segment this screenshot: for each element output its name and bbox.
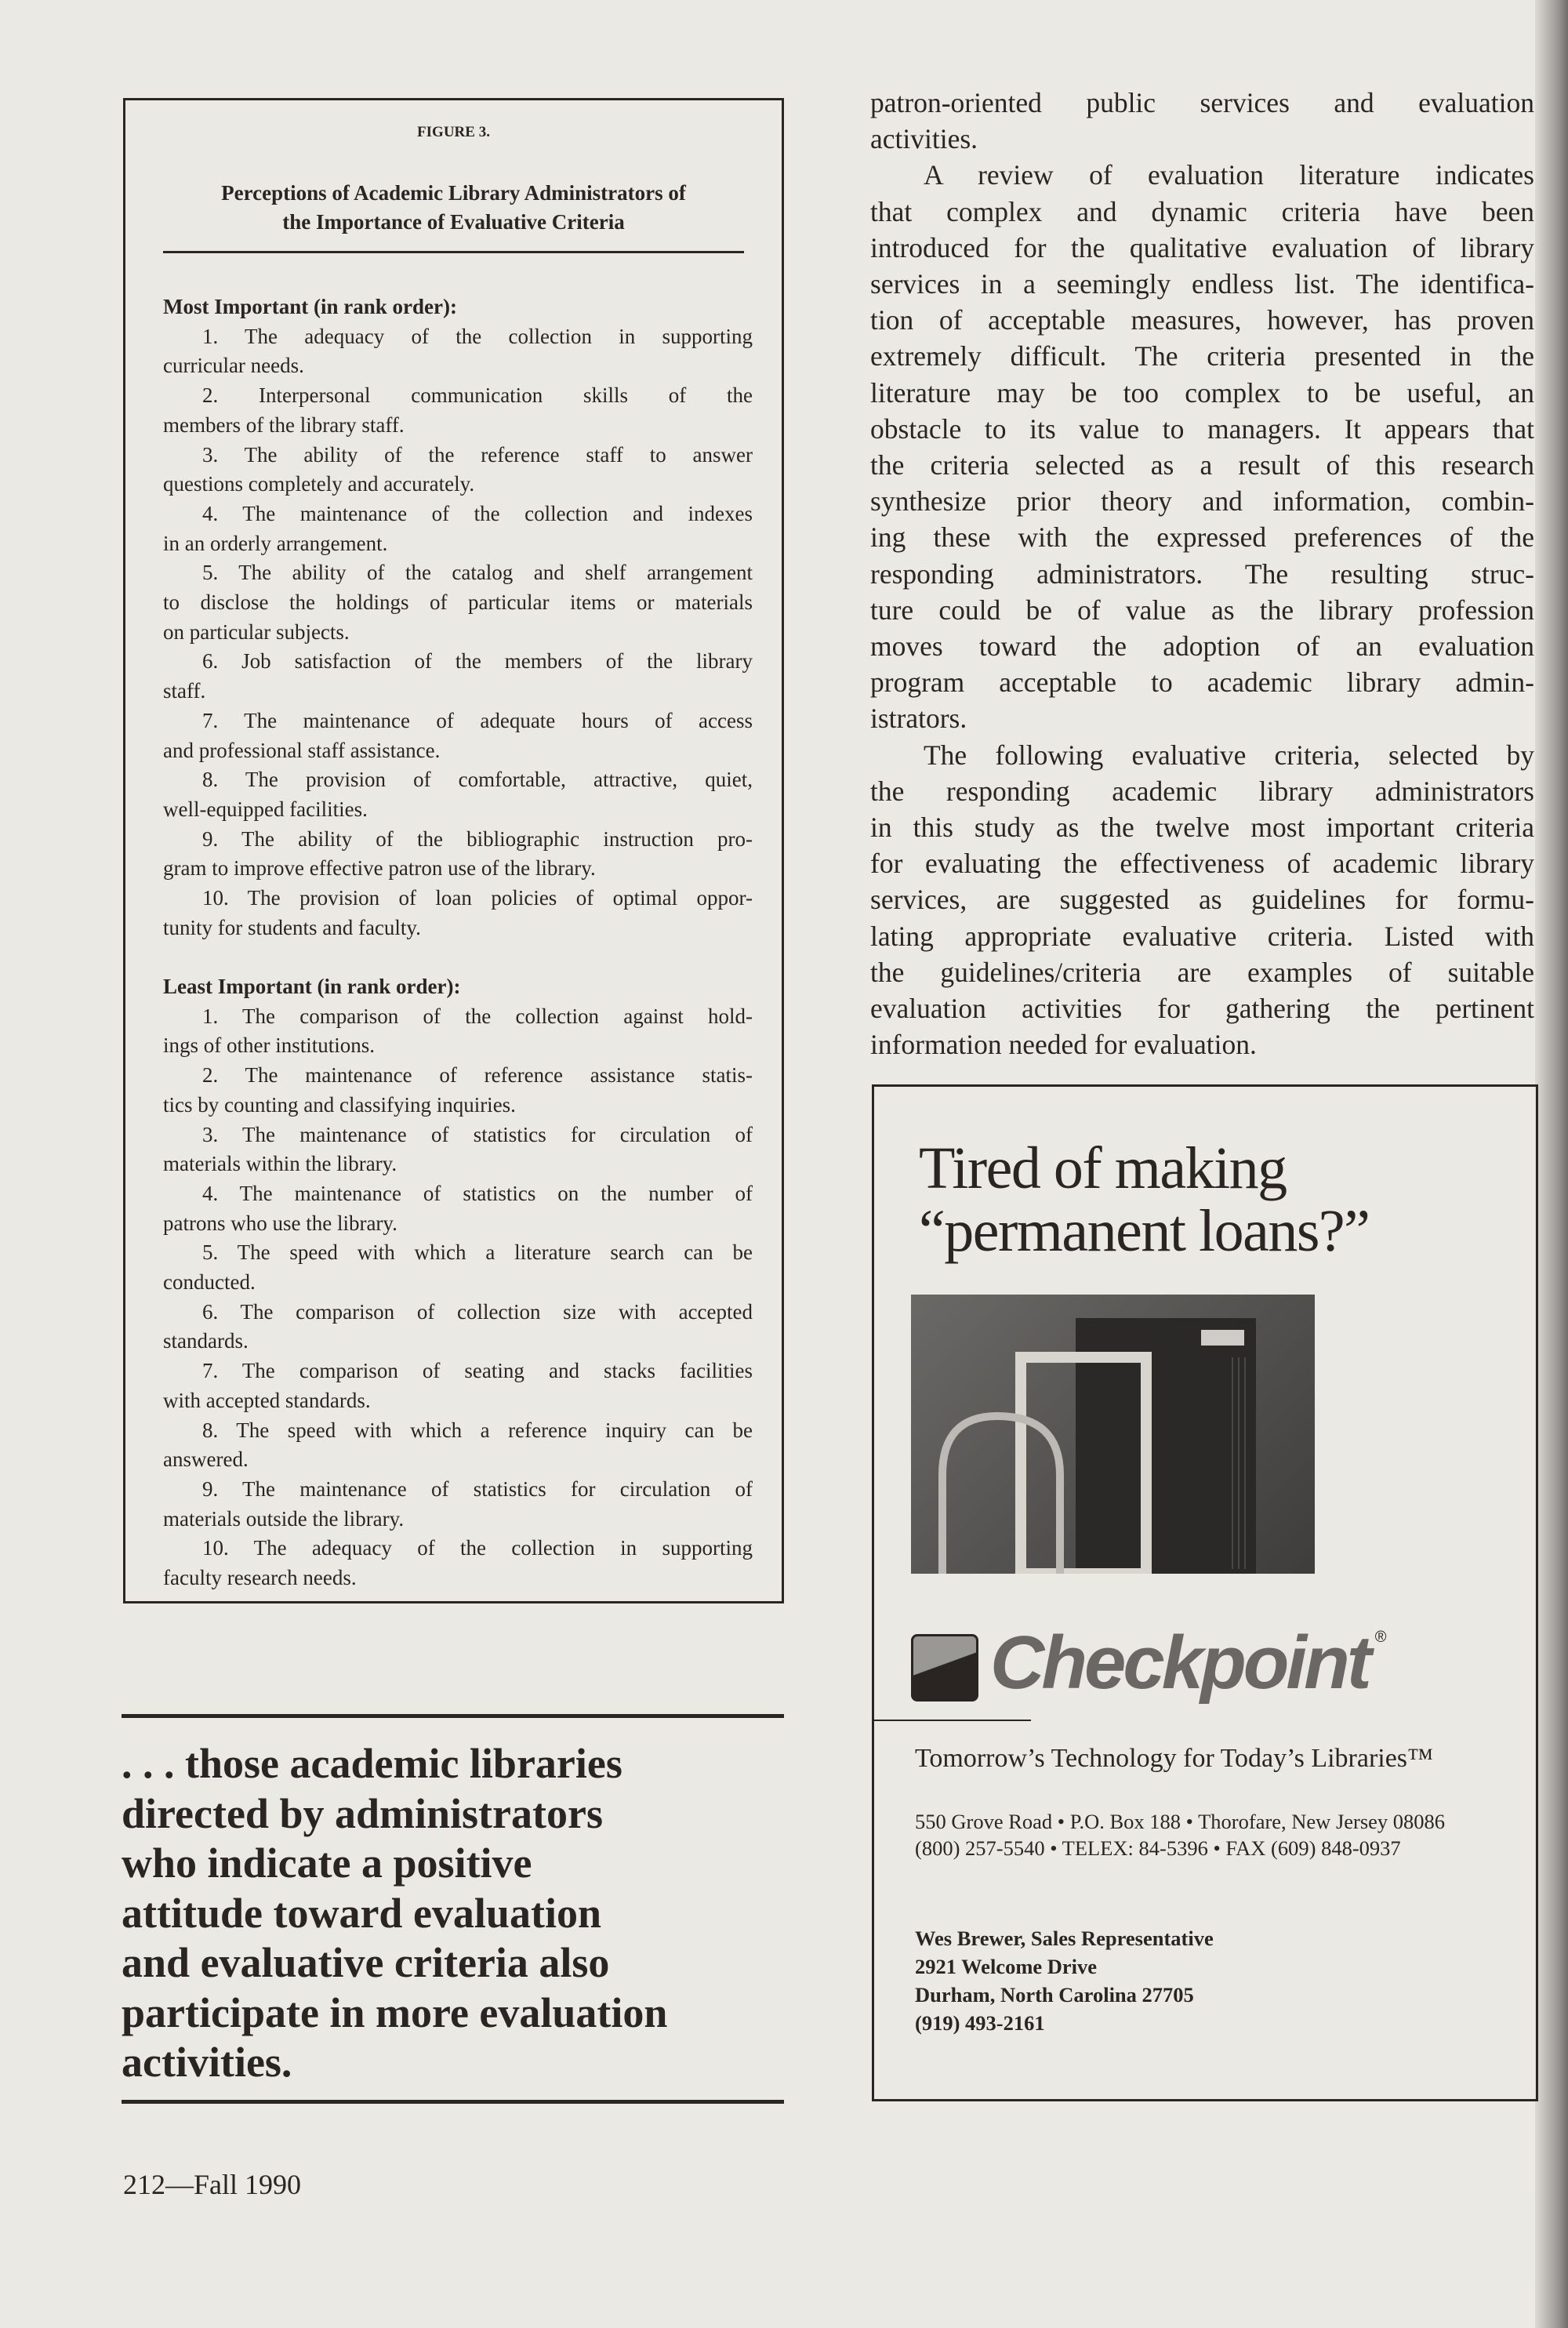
paragraph-line: synthesize prior theory and information, combin- <box>870 485 1534 518</box>
figure-title-rule <box>163 251 744 253</box>
paragraph-line: A review of evaluation literature indicates <box>924 159 1534 191</box>
criteria-list-item <box>163 1475 753 1534</box>
figure-title-line: Perceptions of Academic Library Administrators of <box>221 181 686 205</box>
least-important-items <box>163 1002 753 1593</box>
checkpoint-advertisement <box>872 1084 1538 2101</box>
most-important-heading: Most Important (in rank order): <box>163 295 457 318</box>
pullquote-line: attitude toward evaluation <box>122 1889 601 1937</box>
pullquote-line: . . . those academic libraries <box>122 1740 622 1787</box>
paragraph-line: introduced for the qualitative evaluation of library <box>870 231 1534 263</box>
list-item-line: gram to improve effective patron use of the library. <box>163 856 596 881</box>
pullquote-bottom-rule <box>122 2100 784 2104</box>
list-item-line: 7. The comparison of seating and stacks facilities <box>202 1359 753 1383</box>
paragraph-line: The following evaluative criteria, selected by <box>924 739 1534 771</box>
ad-sales-rep <box>915 1924 1214 2037</box>
list-item-line: staff. <box>163 679 206 703</box>
paragraph-line: information needed for evaluation. <box>870 1029 1257 1061</box>
pullquote <box>122 1739 667 2088</box>
list-item-line: 6. Job satisfaction of the members of the library <box>202 649 753 674</box>
list-item-line: well-equipped facilities. <box>163 797 368 821</box>
least-important-heading: Least Important (in rank order): <box>163 975 461 998</box>
paragraph-line: istrators. <box>870 703 967 735</box>
list-item-line: on particular subjects. <box>163 619 350 644</box>
list-item-line: patrons who use the library. <box>163 1211 397 1235</box>
criteria-list-item <box>163 884 753 942</box>
list-item-line: 1. The comparison of the collection against hold- <box>202 1004 753 1028</box>
paragraph-line: tion of acceptable measures, however, has proven <box>870 304 1534 336</box>
page-edge <box>1535 0 1568 2328</box>
paragraph-line: in this study as the twelve most important criteria <box>870 812 1534 844</box>
paragraph-line: ing these with the expressed preferences of the <box>870 521 1534 554</box>
criteria-list-item <box>163 825 753 884</box>
list-item-line: tunity for students and faculty. <box>163 915 421 939</box>
paragraph-line: moves toward the adoption of an evaluation <box>870 630 1534 663</box>
checkpoint-logo-wordmark: Checkpoint <box>990 1621 1369 1705</box>
paragraph-line: patron-oriented public services and evaluation <box>870 87 1534 118</box>
list-item-line: 2. Interpersonal communication skills of the <box>202 383 753 408</box>
ad-product-photo <box>911 1295 1315 1574</box>
registered-mark: ® <box>1374 1629 1387 1646</box>
criteria-list-item <box>163 1416 753 1475</box>
criteria-list-item <box>163 1298 753 1356</box>
criteria-list-item <box>163 381 753 440</box>
paragraph-line: extremely difficult. The criteria presented in the <box>870 340 1534 372</box>
list-item-line: 4. The maintenance of statistics on the number of <box>202 1181 753 1205</box>
list-item-line: 8. The provision of comfortable, attractive, quiet, <box>202 768 753 792</box>
list-item-line: members of the library staff. <box>163 412 405 437</box>
list-item-line: answered. <box>163 1447 249 1472</box>
list-item-line: curricular needs. <box>163 354 304 378</box>
rep-name: Wes Brewer, Sales Representative <box>915 1927 1214 1950</box>
paragraph-line: evaluation activities for gathering the pertinent <box>870 993 1534 1025</box>
ad-logo-rule <box>874 1720 1031 1721</box>
paragraph-line: ture could be of value as the library profession <box>870 594 1534 626</box>
list-item-line: 10. The adequacy of the collection in supporting <box>202 1536 753 1560</box>
criteria-list-item <box>163 1534 753 1593</box>
rep-street: 2921 Welcome Drive <box>915 1955 1098 1978</box>
page-footer-folio: 212—Fall 1990 <box>123 2169 302 2200</box>
list-item-line: 1. The adequacy of the collection in supporting <box>202 324 753 348</box>
paragraph-line: program acceptable to academic library admin- <box>870 666 1534 699</box>
paragraph-line: the criteria selected as a result of this research <box>870 449 1534 481</box>
list-item-line: with accepted standards. <box>163 1388 371 1412</box>
list-item-line: in an orderly arrangement. <box>163 531 388 555</box>
list-item-line: standards. <box>163 1329 249 1353</box>
most-important-list <box>163 292 753 942</box>
list-item-line: materials outside the library. <box>163 1506 405 1531</box>
paragraph-line: lating appropriate evaluative criteria. Listed with <box>870 920 1534 952</box>
list-item-line: 5. The speed with which a literature search can be <box>202 1240 753 1265</box>
list-item-line: 6. The comparison of collection size with accepted <box>202 1299 753 1324</box>
pullquote-line: who indicate a positive <box>122 1840 532 1887</box>
paragraph <box>870 737 1534 1063</box>
list-item-line: 9. The ability of the bibliographic instruction pro- <box>202 826 753 851</box>
ad-company-address <box>915 1808 1445 1861</box>
criteria-list-item <box>163 706 753 765</box>
criteria-list-item <box>163 1120 753 1179</box>
list-item-line: 2. The maintenance of reference assistance statis- <box>202 1063 753 1088</box>
criteria-list-item <box>163 499 753 558</box>
list-item-line: conducted. <box>163 1270 256 1295</box>
criteria-list-item <box>163 1356 753 1415</box>
criteria-list-item <box>163 441 753 499</box>
paragraph-line: responding administrators. The resulting struc- <box>870 557 1534 590</box>
checkpoint-logo-icon <box>911 1634 978 1702</box>
rep-phone: (919) 493-2161 <box>915 2011 1045 2035</box>
criteria-list-item <box>163 1238 753 1297</box>
ad-headline-line: “permanent loans?” <box>919 1198 1370 1264</box>
paragraph-line: the guidelines/criteria are examples of suitable <box>870 956 1534 988</box>
list-item-line: and professional staff assistance. <box>163 738 441 762</box>
list-item-line: faculty research needs. <box>163 1566 357 1590</box>
paragraph-line: the responding academic library administrators <box>870 775 1534 807</box>
ad-address-line: 550 Grove Road • P.O. Box 188 • Thorofare, New Jersey 08086 <box>915 1810 1446 1833</box>
pullquote-line: activities. <box>122 2039 292 2086</box>
list-item-line: materials within the library. <box>163 1152 397 1176</box>
list-item-line: to disclose the holdings of particular items or materials <box>163 590 753 615</box>
paragraph-line: that complex and dynamic criteria have been <box>870 195 1534 227</box>
security-gate-illustration <box>911 1295 1315 1574</box>
figure-3-box <box>123 98 784 1603</box>
least-important-list <box>163 972 753 1593</box>
paragraph-line: for evaluating the effectiveness of academic library <box>870 848 1534 880</box>
criteria-list-item <box>163 765 753 824</box>
paragraph-line: literature may be too complex to be useful, an <box>870 376 1534 409</box>
paragraph <box>870 85 1534 157</box>
ad-headline <box>919 1137 1369 1262</box>
criteria-list-item <box>163 322 753 381</box>
ad-tagline: Tomorrow’s Technology for Today’s Libraries™ <box>915 1744 1434 1773</box>
list-item-line: ings of other institutions. <box>163 1033 375 1058</box>
most-important-items <box>163 322 753 943</box>
list-item-line: 8. The speed with which a reference inquiry can be <box>202 1418 753 1442</box>
criteria-list-item <box>163 1179 753 1238</box>
list-item-line: 5. The ability of the catalog and shelf arrangement <box>202 561 753 585</box>
paragraph-line: services, are suggested as guidelines for formu- <box>870 884 1534 916</box>
list-item-line: 10. The provision of loan policies of optimal oppor- <box>202 886 753 910</box>
pullquote-line: directed by administrators <box>122 1789 603 1837</box>
paragraph <box>870 157 1534 736</box>
rep-city: Durham, North Carolina 27705 <box>915 1983 1194 2007</box>
list-item-line: 3. The maintenance of statistics for circulation of <box>202 1122 753 1146</box>
list-item-line: 3. The ability of the reference staff to answer <box>202 442 753 467</box>
paragraph-line: activities. <box>870 123 978 155</box>
pullquote-line: participate in more evaluation <box>122 1988 668 2036</box>
list-item-line: tics by counting and classifying inquiries. <box>163 1092 516 1117</box>
article-column <box>870 85 1534 1062</box>
pullquote-line: and evaluative criteria also <box>122 1939 610 1986</box>
list-item-line: 4. The maintenance of the collection and indexes <box>202 501 753 525</box>
criteria-list-item <box>163 1061 753 1120</box>
paragraph-line: obstacle to its value to managers. It appears that <box>870 412 1534 445</box>
figure-label: FIGURE 3. <box>417 124 490 140</box>
criteria-list-item <box>163 558 753 647</box>
list-item-line: 9. The maintenance of statistics for circulation of <box>202 1476 753 1501</box>
ad-contact-line: (800) 257-5540 • TELEX: 84-5396 • FAX (609) 848-0937 <box>915 1836 1401 1860</box>
list-item-line: questions completely and accurately. <box>163 472 475 496</box>
checkpoint-logo <box>990 1620 1386 1706</box>
paragraph-line: services in a seemingly endless list. The identifica- <box>870 268 1534 300</box>
list-item-line: 7. The maintenance of adequate hours of access <box>202 708 753 732</box>
ad-headline-line: Tired of making <box>919 1135 1287 1201</box>
pullquote-top-rule <box>122 1714 784 1718</box>
criteria-list-item <box>163 647 753 706</box>
criteria-list-item <box>163 1002 753 1061</box>
figure-title <box>157 179 750 237</box>
figure-title-line: the Importance of Evaluative Criteria <box>282 210 625 234</box>
